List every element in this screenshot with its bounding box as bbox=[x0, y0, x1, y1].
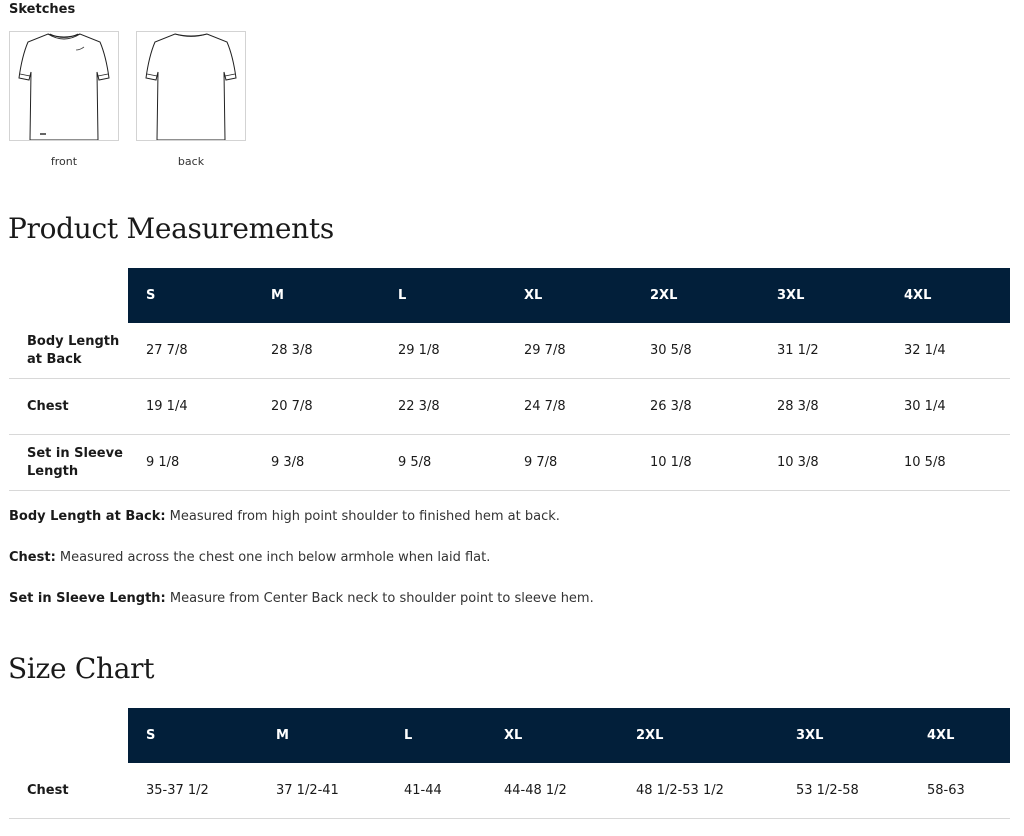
table-row bbox=[9, 323, 1010, 379]
size-header-3xl: 3XL bbox=[778, 708, 909, 763]
size-header-l: L bbox=[380, 268, 506, 323]
sketch-front[interactable] bbox=[9, 31, 119, 168]
table-cell: 9 7/8 bbox=[506, 435, 632, 491]
size-header-3xl: 3XL bbox=[759, 268, 886, 323]
size-header-m: M bbox=[258, 708, 386, 763]
size-header-s: S bbox=[128, 708, 258, 763]
sketches-title: Sketches bbox=[9, 2, 76, 17]
size-chart-title: Size Chart bbox=[8, 652, 155, 685]
table-row bbox=[9, 763, 1010, 819]
size-header-2xl: 2XL bbox=[632, 268, 759, 323]
table-cell: 35-37 1/2 bbox=[128, 763, 258, 819]
table-cell: 48 1/2-53 1/2 bbox=[618, 763, 778, 819]
table-cell: 31 1/2 bbox=[759, 323, 886, 379]
table-cell: 19 1/4 bbox=[128, 379, 253, 435]
sketch-front-caption: front bbox=[50, 155, 78, 168]
header-corner bbox=[9, 708, 128, 763]
row-label-chest: Chest bbox=[9, 763, 128, 819]
note-text: Measured from high point shoulder to finished hem at back. bbox=[165, 509, 560, 524]
table-cell: 53 1/2-58 bbox=[778, 763, 909, 819]
table-cell: 9 3/8 bbox=[253, 435, 380, 491]
size-header-4xl: 4XL bbox=[909, 708, 1010, 763]
note-text: Measure from Center Back neck to shoulder point to sleeve hem. bbox=[165, 591, 594, 606]
note-term: Chest: bbox=[9, 550, 56, 565]
note-sleeve-length bbox=[9, 590, 594, 608]
measurement-notes bbox=[9, 508, 594, 631]
table-cell: 30 5/8 bbox=[632, 323, 759, 379]
header-corner bbox=[9, 268, 128, 323]
table-cell: 58-63 bbox=[909, 763, 1010, 819]
table-cell: 26 3/8 bbox=[632, 379, 759, 435]
table-cell: 9 5/8 bbox=[380, 435, 506, 491]
product-measurements-title: Product Measurements bbox=[8, 212, 334, 245]
size-header-s: S bbox=[128, 268, 253, 323]
table-cell: 41-44 bbox=[386, 763, 486, 819]
table-cell: 9 1/8 bbox=[128, 435, 253, 491]
table-cell: 20 7/8 bbox=[253, 379, 380, 435]
table-cell: 30 1/4 bbox=[886, 379, 1010, 435]
note-term: Body Length at Back: bbox=[9, 509, 166, 524]
sketch-back-caption: back bbox=[177, 155, 205, 168]
size-chart-header-row bbox=[9, 708, 1010, 763]
table-cell: 22 3/8 bbox=[380, 379, 506, 435]
size-header-l: L bbox=[386, 708, 486, 763]
table-cell: 29 1/8 bbox=[380, 323, 506, 379]
table-cell: 10 1/8 bbox=[632, 435, 759, 491]
sketch-back[interactable] bbox=[136, 31, 246, 168]
size-header-xl: XL bbox=[486, 708, 618, 763]
measurements-header-row bbox=[9, 268, 1010, 323]
row-label-chest: Chest bbox=[9, 379, 128, 435]
row-label-sleeve-length: Set in Sleeve Length bbox=[9, 435, 128, 491]
size-header-xl: XL bbox=[506, 268, 632, 323]
row-label-body-length: Body Length at Back bbox=[9, 323, 128, 379]
table-cell: 28 3/8 bbox=[759, 379, 886, 435]
table-cell: 37 1/2-41 bbox=[258, 763, 386, 819]
table-cell: 28 3/8 bbox=[253, 323, 380, 379]
note-text: Measured across the chest one inch below armhole when laid flat. bbox=[55, 550, 491, 565]
table-row bbox=[9, 435, 1010, 491]
table-cell: 10 5/8 bbox=[886, 435, 1010, 491]
table-cell: 10 3/8 bbox=[759, 435, 886, 491]
table-cell: 32 1/4 bbox=[886, 323, 1010, 379]
size-header-2xl: 2XL bbox=[618, 708, 778, 763]
note-body-length bbox=[9, 508, 594, 526]
size-header-m: M bbox=[253, 268, 380, 323]
tshirt-back-image[interactable] bbox=[136, 31, 246, 141]
note-term: Set in Sleeve Length: bbox=[9, 591, 166, 606]
table-cell: 24 7/8 bbox=[506, 379, 632, 435]
size-header-4xl: 4XL bbox=[886, 268, 1010, 323]
tshirt-front-image[interactable] bbox=[9, 31, 119, 141]
note-chest bbox=[9, 549, 594, 567]
table-cell: 44-48 1/2 bbox=[486, 763, 618, 819]
measurements-table bbox=[9, 268, 1010, 491]
table-cell: 27 7/8 bbox=[128, 323, 253, 379]
table-cell: 29 7/8 bbox=[506, 323, 632, 379]
table-row bbox=[9, 379, 1010, 435]
size-chart-table bbox=[9, 708, 1010, 819]
